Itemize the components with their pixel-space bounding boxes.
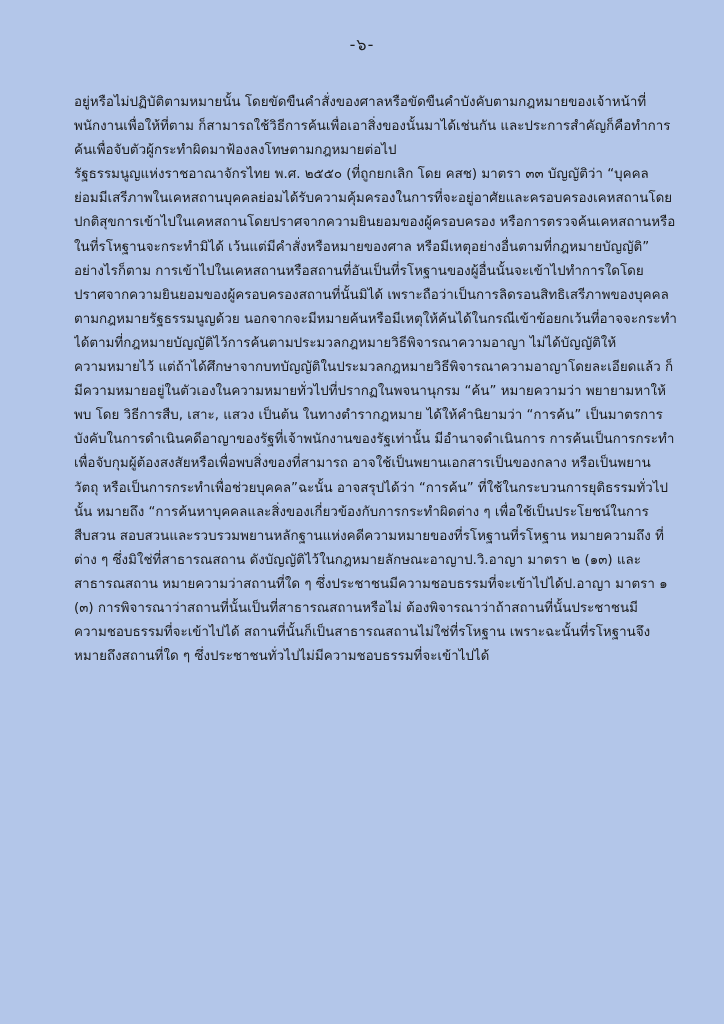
text-line: วัตถุ หรือเป็นการกระทำเพื่อช่วยบุคคล”ฉะนั้น อาจสรุปได้ว่า “การค้น” ที่ใช้ในกระบวนการยุติธรรมทั่วไป [74, 480, 669, 496]
text-line: ตามกฎหมายรัฐธรรมนูญด้วย นอกจากจะมีหมายค้นหรือมีเหตุให้ค้นได้ในกรณีเข้าข้อยกเว้นที่อาจจะกระทำ [74, 311, 677, 327]
text-line: สาธารณสถาน หมายความว่าสถานที่ใด ๆ ซึ่งประชาชนมีความชอบธรรมที่จะเข้าไปได้ป.อาญา มาตรา ๑ [74, 576, 668, 592]
text-line: รัฐธรรมนูญแห่งราชอาณาจักรไทย พ.ศ. ๒๕๕๐ (ที่ถูกยกเลิก โดย คสช) มาตรา ๓๓ บัญญัติว่า “บุคคล [74, 167, 649, 183]
text-line: มีความหมายอยู่ในตัวเองในความหมายทั่วไปที่ปรากฏในพจนานุกรม “ค้น” หมายความว่า พยายามหาให้ [74, 384, 666, 400]
text-line: ความชอบธรรมที่จะเข้าไปได้ สถานที่นั้นก็เป็นสาธารณสถานไม่ใช่ที่รโหฐาน เพราะฉะนั้นที่รโหฐานจึง [74, 625, 651, 641]
text-line: นั้น หมายถึง “การค้นหาบุคคลและสิ่งของเกี่ยวข้องกับการกระทำผิดต่าง ๆ เพื่อใช้เป็นประโยชน์ในการ [74, 504, 649, 520]
text-line: ความหมายไว้ แต่ถ้าได้ศึกษาจากบทบัญญัติในประมวลกฎหมายวิธีพิจารณาความอาญาโดยละเอียดแล้ว ก็ [74, 360, 674, 376]
text-line: บังคับในการดำเนินคดีอาญาของรัฐที่เจ้าพนักงานของรัฐเท่านั้น มีอำนาจดำเนินการ การค้นเป็นการกระทำ [74, 432, 675, 448]
text-line: ย่อมมีเสรีภาพในเคหสถานบุคคลย่อมได้รับความคุ้มครองในการที่จะอยู่อาศัยและครอบครองเคหสถานโดย [74, 191, 673, 207]
text-line: พนักงานเพื่อให้ที่ตาม ก็สามารถใช้วิธีการค้นเพื่อเอาสิ่งของนั้นมาได้เช่นกัน และประการสำคัญก็คือทำการ [74, 119, 671, 135]
text-line: (๓) การพิจารณาว่าสถานที่นั้นเป็นที่สาธารณสถานหรือไม่ ต้องพิจารณาว่าถ้าสถานที่นั้นประชาชนมี [74, 600, 638, 616]
text-line: ปราศจากความยินยอมของผู้ครอบครองสถานที่นั้นมิได้ เพราะถือว่าเป็นการลิดรอนสิทธิเสรีภาพของบุคคล [74, 287, 669, 303]
page-number: -๖- [349, 35, 375, 54]
text-line: ปกติสุขการเข้าไปในเคหสถานโดยปราศจากความยินยอมของผู้ครอบครอง หรือการตรวจค้นเคหสถานหรือ [74, 215, 676, 231]
text-line: พบ โดย วิธีการสืบ, เสาะ, แสวง เป็นต้น ในทางตำรากฎหมาย ได้ให้คำนิยามว่า “การค้น” เป็นมาตรการ [74, 408, 663, 424]
text-line: ได้ตามที่กฎหมายบัญญัติไว้การค้นตามประมวลกฎหมายวิธีพิจารณาความอาญา ไม่ได้บัญญัติให้ [74, 335, 617, 351]
text-line: อย่างไรก็ตาม การเข้าไปในเคหสถานหรือสถานที่อันเป็นที่รโหฐานของผู้อื่นนั้นจะเข้าไปทำการใดโดย [74, 263, 644, 279]
body-text [74, 91, 714, 669]
text-line: หมายถึงสถานที่ใด ๆ ซึ่งประชาชนทั่วไปไม่มีความชอบธรรมที่จะเข้าไปได้ [74, 649, 490, 665]
text-line: สืบสวน สอบสวนและรวบรวมพยานหลักฐานแห่งคดีความหมายของที่รโหฐานที่รโหฐาน หมายความถึง ที่ [74, 528, 664, 544]
text-line: ต่าง ๆ ซึ่งมิใช่ที่สาธารณสถาน ดังบัญญัติไว้ในกฎหมายลักษณะอาญาป.วิ.อาญา มาตรา ๒ (๑๓) และ [74, 552, 641, 568]
text-line: อยู่หรือไม่ปฏิบัติตามหมายนั้น โดยขัดขืนคำสั่งของศาลหรือขัดขืนคำบังคับตามกฎหมายของเจ้าหน้าที่ [74, 95, 647, 110]
text-line: ค้นเพื่อจับตัวผู้กระทำผิดมาฟ้องลงโทษตามกฎหมายต่อไป [74, 143, 397, 159]
text-line: เพื่อจับกุมผู้ต้องสงสัยหรือเพื่อพบสิ่งของที่สามารถ อาจใช้เป็นพยานเอกสารเป็นของกลาง หรือเป็นพยาน [74, 456, 651, 472]
text-line: ในที่รโหฐานจะกระทำมิได้ เว้นแต่มีคำสั่งหรือหมายของศาล หรือมีเหตุอย่างอื่นตามที่กฎหมายบัญญัติ” [74, 239, 650, 255]
